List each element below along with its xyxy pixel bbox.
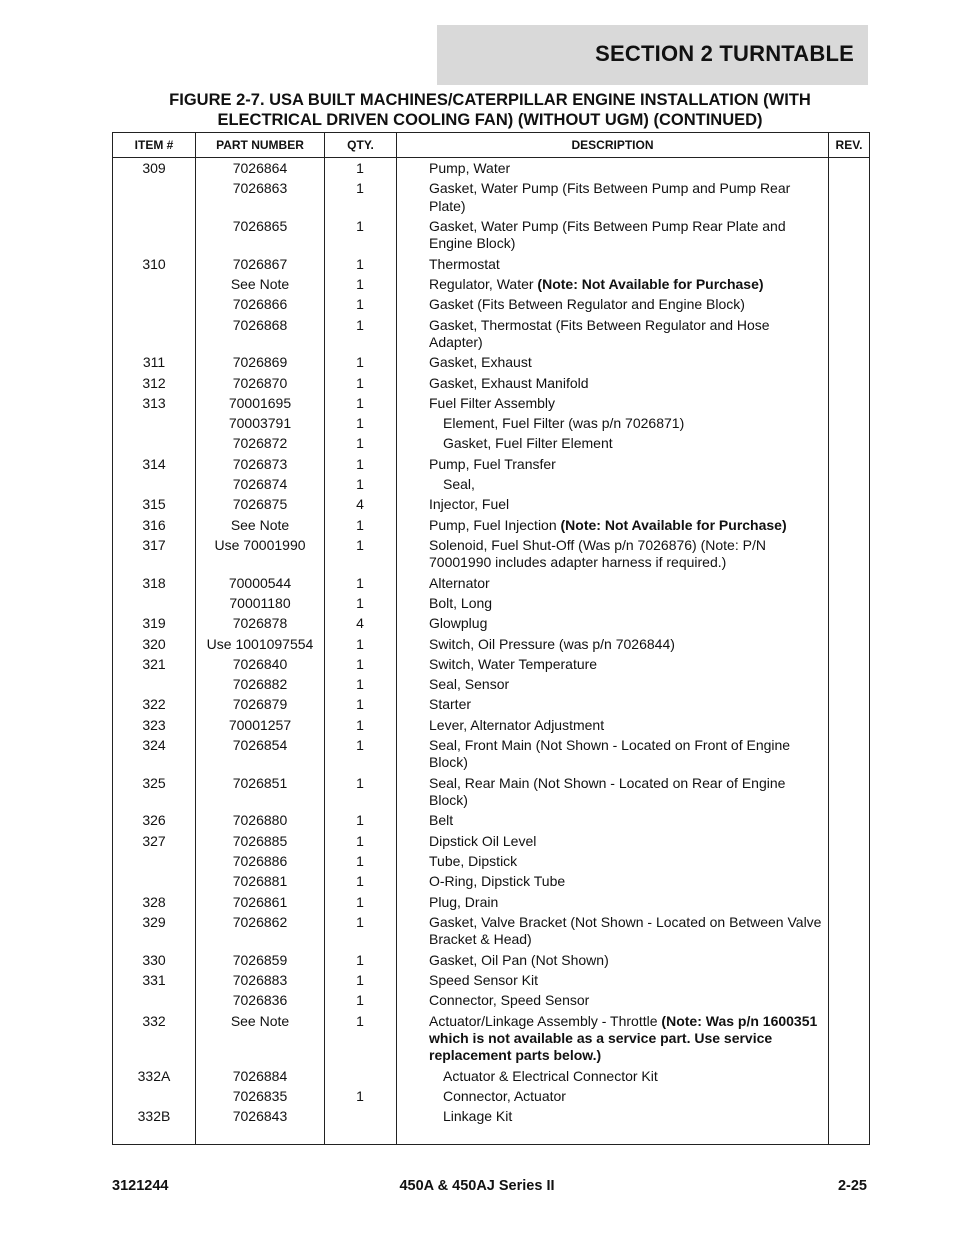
description — [429, 276, 825, 293]
description — [429, 775, 825, 810]
description-text: Connector, Speed Sensor — [429, 992, 590, 1009]
item-number: 322 — [142, 696, 166, 713]
part-number: 7026865 — [232, 218, 288, 234]
part-number: 7026879 — [232, 696, 288, 713]
quantity: 1 — [356, 415, 364, 432]
header-description: DESCRIPTION — [571, 138, 654, 152]
part-number: 7026875 — [232, 496, 288, 513]
part-number: 7026883 — [232, 971, 288, 988]
figure-title — [100, 90, 880, 130]
description-text: Connector, Actuator — [443, 1087, 566, 1104]
item-number: 326 — [142, 812, 166, 829]
description — [429, 812, 825, 829]
description — [429, 575, 825, 592]
description — [429, 737, 825, 772]
table-row — [113, 395, 869, 412]
quantity: 1 — [356, 951, 364, 968]
description-text: Dipstick Oil Level — [429, 832, 537, 849]
part-number: 7026870 — [232, 374, 288, 391]
part-number: 7026881 — [232, 873, 288, 890]
quantity: 4 — [356, 615, 364, 632]
description — [429, 676, 825, 693]
description — [429, 833, 825, 850]
description-text: Fuel Filter Assembly — [429, 394, 556, 411]
part-number: See Note — [230, 1012, 290, 1029]
item-number: 310 — [142, 255, 166, 272]
table-row — [113, 180, 869, 215]
part-number: See Note — [230, 276, 290, 292]
description — [429, 395, 825, 412]
description-text: Actuator/Linkage Assembly - Throttle — [429, 1012, 662, 1029]
table-row — [113, 354, 869, 371]
description-text: Alternator — [429, 574, 490, 591]
quantity: 1 — [356, 1087, 364, 1104]
part-number: 7026851 — [232, 774, 288, 791]
quantity: 1 — [356, 374, 364, 391]
item-number: 316 — [142, 516, 166, 533]
item-number: 313 — [142, 394, 166, 411]
description — [429, 992, 825, 1009]
item-number: 327 — [142, 832, 166, 849]
part-number: 7026873 — [232, 455, 288, 472]
quantity: 1 — [356, 992, 364, 1009]
description-text: Gasket, Exhaust — [429, 354, 532, 371]
table-row — [113, 914, 869, 949]
part-number: 7026874 — [232, 476, 288, 493]
quantity: 1 — [356, 536, 364, 553]
figure-title-line-1: FIGURE 2-7. USA BUILT MACHINES/CATERPILLAR ENGINE INSTALLATION (WITH — [169, 91, 811, 109]
description-note: (Note: Not Available for Purchase) — [560, 516, 787, 533]
item-number: 323 — [142, 716, 166, 733]
quantity: 1 — [356, 435, 364, 452]
part-number: See Note — [230, 516, 290, 533]
part-number: 7026869 — [232, 354, 288, 371]
table-row — [113, 317, 869, 352]
item-number: 332 — [142, 1012, 166, 1029]
quantity: 1 — [356, 696, 364, 713]
description — [443, 415, 825, 432]
part-number: Use 70001990 — [214, 536, 306, 553]
quantity: 1 — [356, 716, 364, 733]
part-number: Use 1001097554 — [206, 635, 314, 652]
description — [429, 873, 825, 890]
description — [429, 914, 825, 949]
description-text: Pump, Fuel Injection — [429, 516, 561, 533]
description — [429, 717, 825, 734]
part-number: 7026862 — [232, 913, 288, 930]
description-text: Injector, Fuel — [429, 496, 510, 513]
quantity: 1 — [356, 853, 364, 870]
description-text: Belt — [429, 812, 454, 829]
table-row — [113, 1108, 869, 1125]
table-row — [113, 276, 869, 293]
table-row — [113, 676, 869, 693]
part-number: 70001180 — [229, 594, 291, 611]
quantity: 1 — [356, 476, 364, 493]
footer-doc-number: 3121244 — [112, 1178, 169, 1194]
description — [429, 952, 825, 969]
part-number: 7026882 — [232, 676, 288, 693]
part-number: 70000544 — [228, 574, 292, 591]
quantity: 1 — [356, 635, 364, 652]
part-number: 7026836 — [232, 992, 288, 1009]
description — [429, 894, 825, 911]
description-text: Pump, Water — [429, 160, 511, 176]
table-row — [113, 972, 869, 989]
description-text: Seal, Front Main (Not Shown - Located on Front of Engine Block) — [429, 737, 791, 771]
description-text: O-Ring, Dipstick Tube — [429, 873, 566, 890]
table-row — [113, 1068, 869, 1085]
description — [443, 435, 825, 452]
table-row — [113, 717, 869, 734]
description — [429, 1013, 825, 1065]
description-text: Glowplug — [429, 615, 488, 632]
part-number: 70003791 — [228, 415, 292, 432]
table-row — [113, 894, 869, 911]
description — [429, 218, 825, 253]
description-text: Thermostat — [429, 255, 500, 272]
quantity: 1 — [356, 893, 364, 910]
item-number: 321 — [142, 655, 166, 672]
part-number: 7026835 — [232, 1087, 288, 1104]
quantity: 1 — [356, 676, 364, 693]
description-text: Lever, Alternator Adjustment — [429, 716, 605, 733]
part-number: 7026854 — [232, 737, 288, 754]
table-row — [113, 615, 869, 632]
section-title: SECTION 2 TURNTABLE — [595, 41, 854, 66]
table-row — [113, 296, 869, 313]
table-row — [113, 775, 869, 810]
table-row — [113, 476, 869, 493]
item-number: 329 — [142, 913, 166, 930]
table-row — [113, 456, 869, 473]
description-text: Gasket, Fuel Filter Element — [443, 435, 613, 452]
table-row — [113, 737, 869, 772]
footer-model: 450A & 450AJ Series II — [399, 1178, 555, 1194]
description-text: Gasket, Thermostat (Fits Between Regulator and Hose Adapter) — [429, 316, 770, 350]
parts-table — [112, 132, 870, 1145]
quantity: 1 — [356, 737, 364, 754]
quantity: 1 — [356, 516, 364, 533]
header-qty: QTY. — [347, 138, 374, 152]
quantity: 1 — [356, 574, 364, 591]
quantity: 1 — [356, 812, 364, 829]
item-number: 319 — [142, 615, 166, 632]
table-row — [113, 375, 869, 392]
item-number: 318 — [142, 574, 166, 591]
item-number: 332A — [137, 1067, 171, 1084]
quantity: 1 — [356, 160, 364, 176]
description-text: Speed Sensor Kit — [429, 971, 538, 988]
table-row — [113, 415, 869, 432]
description — [429, 375, 825, 392]
table-row — [113, 1013, 869, 1065]
table-body — [113, 160, 869, 1129]
description-text: Solenoid, Fuel Shut-Off (Was p/n 7026876) (Note: P/N 70001990 includes adapter harness if required.) — [429, 536, 766, 571]
part-number: 7026868 — [232, 316, 288, 333]
description — [429, 615, 825, 632]
part-number: 70001695 — [228, 394, 292, 411]
description-text: Gasket (Fits Between Regulator and Engine Block) — [429, 296, 745, 313]
part-number: 7026872 — [232, 435, 288, 452]
description-note: (Note: Was p/n 1600351 which is not available as a service part. Use service replacement parts below.) — [429, 1012, 818, 1064]
description — [429, 256, 825, 273]
part-number: 7026867 — [232, 255, 288, 272]
table-row — [113, 952, 869, 969]
description-text: Linkage Kit — [443, 1108, 513, 1125]
description-text: Seal, Rear Main (Not Shown - Located on Rear of Engine Block) — [429, 774, 786, 809]
description — [429, 853, 825, 870]
figure-title-line-2: ELECTRICAL DRIVEN COOLING FAN) (WITHOUT UGM) (CONTINUED) — [217, 111, 763, 129]
description — [429, 180, 825, 215]
description-text: Switch, Water Temperature — [429, 655, 598, 672]
description — [429, 496, 825, 513]
table-row — [113, 833, 869, 850]
description-text: Switch, Oil Pressure (was p/n 7026844) — [429, 635, 675, 652]
description-text: Actuator & Electrical Connector Kit — [443, 1067, 658, 1084]
description — [429, 595, 825, 612]
item-number: 311 — [142, 354, 166, 371]
description — [429, 537, 825, 572]
header-part-number: PART NUMBER — [216, 138, 304, 152]
table-row — [113, 496, 869, 513]
quantity: 1 — [356, 180, 364, 197]
description — [443, 1108, 825, 1125]
quantity: 1 — [356, 218, 364, 234]
quantity: 1 — [356, 971, 364, 988]
description — [443, 1068, 825, 1085]
description — [429, 456, 825, 473]
part-number: 7026861 — [232, 893, 288, 910]
description — [429, 696, 825, 713]
description — [429, 636, 825, 653]
description-text: Element, Fuel Filter (was p/n 7026871) — [443, 415, 685, 432]
description-text: Seal, Sensor — [429, 676, 510, 693]
description-text: Plug, Drain — [429, 893, 499, 910]
footer-page-number: 2-25 — [837, 1178, 867, 1194]
table-row — [113, 812, 869, 829]
description — [429, 160, 825, 177]
part-number: 7026866 — [232, 296, 288, 313]
table-row — [113, 160, 869, 177]
part-number: 7026885 — [232, 832, 288, 849]
part-number: 7026863 — [232, 180, 288, 197]
table-row — [113, 218, 869, 253]
description — [429, 354, 825, 371]
description — [429, 317, 825, 352]
description-text: Tube, Dipstick — [429, 853, 518, 870]
quantity: 1 — [356, 832, 364, 849]
table-row — [113, 992, 869, 1009]
quantity: 1 — [356, 316, 364, 333]
table-row — [113, 435, 869, 452]
part-number: 7026859 — [232, 951, 288, 968]
description — [443, 476, 825, 493]
description-text: Pump, Fuel Transfer — [429, 455, 556, 472]
description-text: Gasket, Water Pump (Fits Between Pump and Pump Rear Plate) — [429, 180, 791, 214]
quantity: 1 — [356, 276, 364, 292]
part-number: 7026840 — [232, 655, 288, 672]
item-number: 320 — [142, 635, 166, 652]
part-number: 7026864 — [232, 160, 288, 176]
quantity: 1 — [356, 1012, 364, 1029]
table-row — [113, 575, 869, 592]
item-number: 309 — [142, 160, 166, 176]
table-row — [113, 873, 869, 890]
item-number: 332B — [137, 1108, 171, 1125]
description-text: Gasket, Oil Pan (Not Shown) — [429, 951, 609, 968]
description — [429, 517, 825, 534]
part-number: 7026884 — [232, 1067, 288, 1084]
quantity: 1 — [356, 394, 364, 411]
item-number: 328 — [142, 893, 166, 910]
quantity: 1 — [356, 655, 364, 672]
description — [443, 1088, 825, 1105]
item-number: 315 — [142, 496, 166, 513]
description-text: Gasket, Valve Bracket (Not Shown - Located on Between Valve Bracket & Head) — [429, 913, 822, 948]
description-text: Bolt, Long — [429, 594, 493, 611]
item-number: 325 — [142, 774, 166, 791]
table-row — [113, 595, 869, 612]
description-text: Seal, — [443, 476, 475, 493]
description — [429, 296, 825, 313]
quantity: 1 — [356, 913, 364, 930]
part-number: 70001257 — [228, 716, 292, 733]
header-item: ITEM # — [134, 138, 174, 152]
header-rev: REV. — [835, 138, 863, 152]
quantity: 1 — [356, 873, 364, 890]
table-row — [113, 636, 869, 653]
description-text: Gasket, Exhaust Manifold — [429, 374, 589, 391]
description-note: (Note: Not Available for Purchase) — [537, 276, 764, 292]
item-number: 314 — [142, 455, 166, 472]
quantity: 1 — [356, 255, 364, 272]
description-text: Gasket, Water Pump (Fits Between Pump Rear Plate and Engine Block) — [429, 218, 786, 252]
quantity: 1 — [356, 354, 364, 371]
description-text: Starter — [429, 696, 472, 713]
table-row — [113, 1088, 869, 1105]
table-row — [113, 696, 869, 713]
quantity: 1 — [356, 296, 364, 313]
description — [429, 972, 825, 989]
description-text: Regulator, Water — [429, 276, 538, 292]
part-number: 7026843 — [232, 1108, 288, 1125]
description — [429, 656, 825, 673]
quantity: 1 — [356, 594, 364, 611]
part-number: 7026880 — [232, 812, 288, 829]
table-row — [113, 537, 869, 572]
quantity: 1 — [356, 455, 364, 472]
item-number: 312 — [142, 374, 166, 391]
section-banner — [437, 25, 868, 85]
item-number: 324 — [142, 737, 166, 754]
table-row — [113, 256, 869, 273]
item-number: 317 — [142, 536, 166, 553]
quantity: 4 — [356, 496, 364, 513]
header-divider — [113, 157, 869, 158]
part-number: 7026886 — [232, 853, 288, 870]
table-row — [113, 656, 869, 673]
item-number: 331 — [142, 971, 166, 988]
table-row — [113, 853, 869, 870]
part-number: 7026878 — [232, 615, 288, 632]
item-number: 330 — [142, 951, 166, 968]
quantity: 1 — [356, 774, 364, 791]
table-row — [113, 517, 869, 534]
